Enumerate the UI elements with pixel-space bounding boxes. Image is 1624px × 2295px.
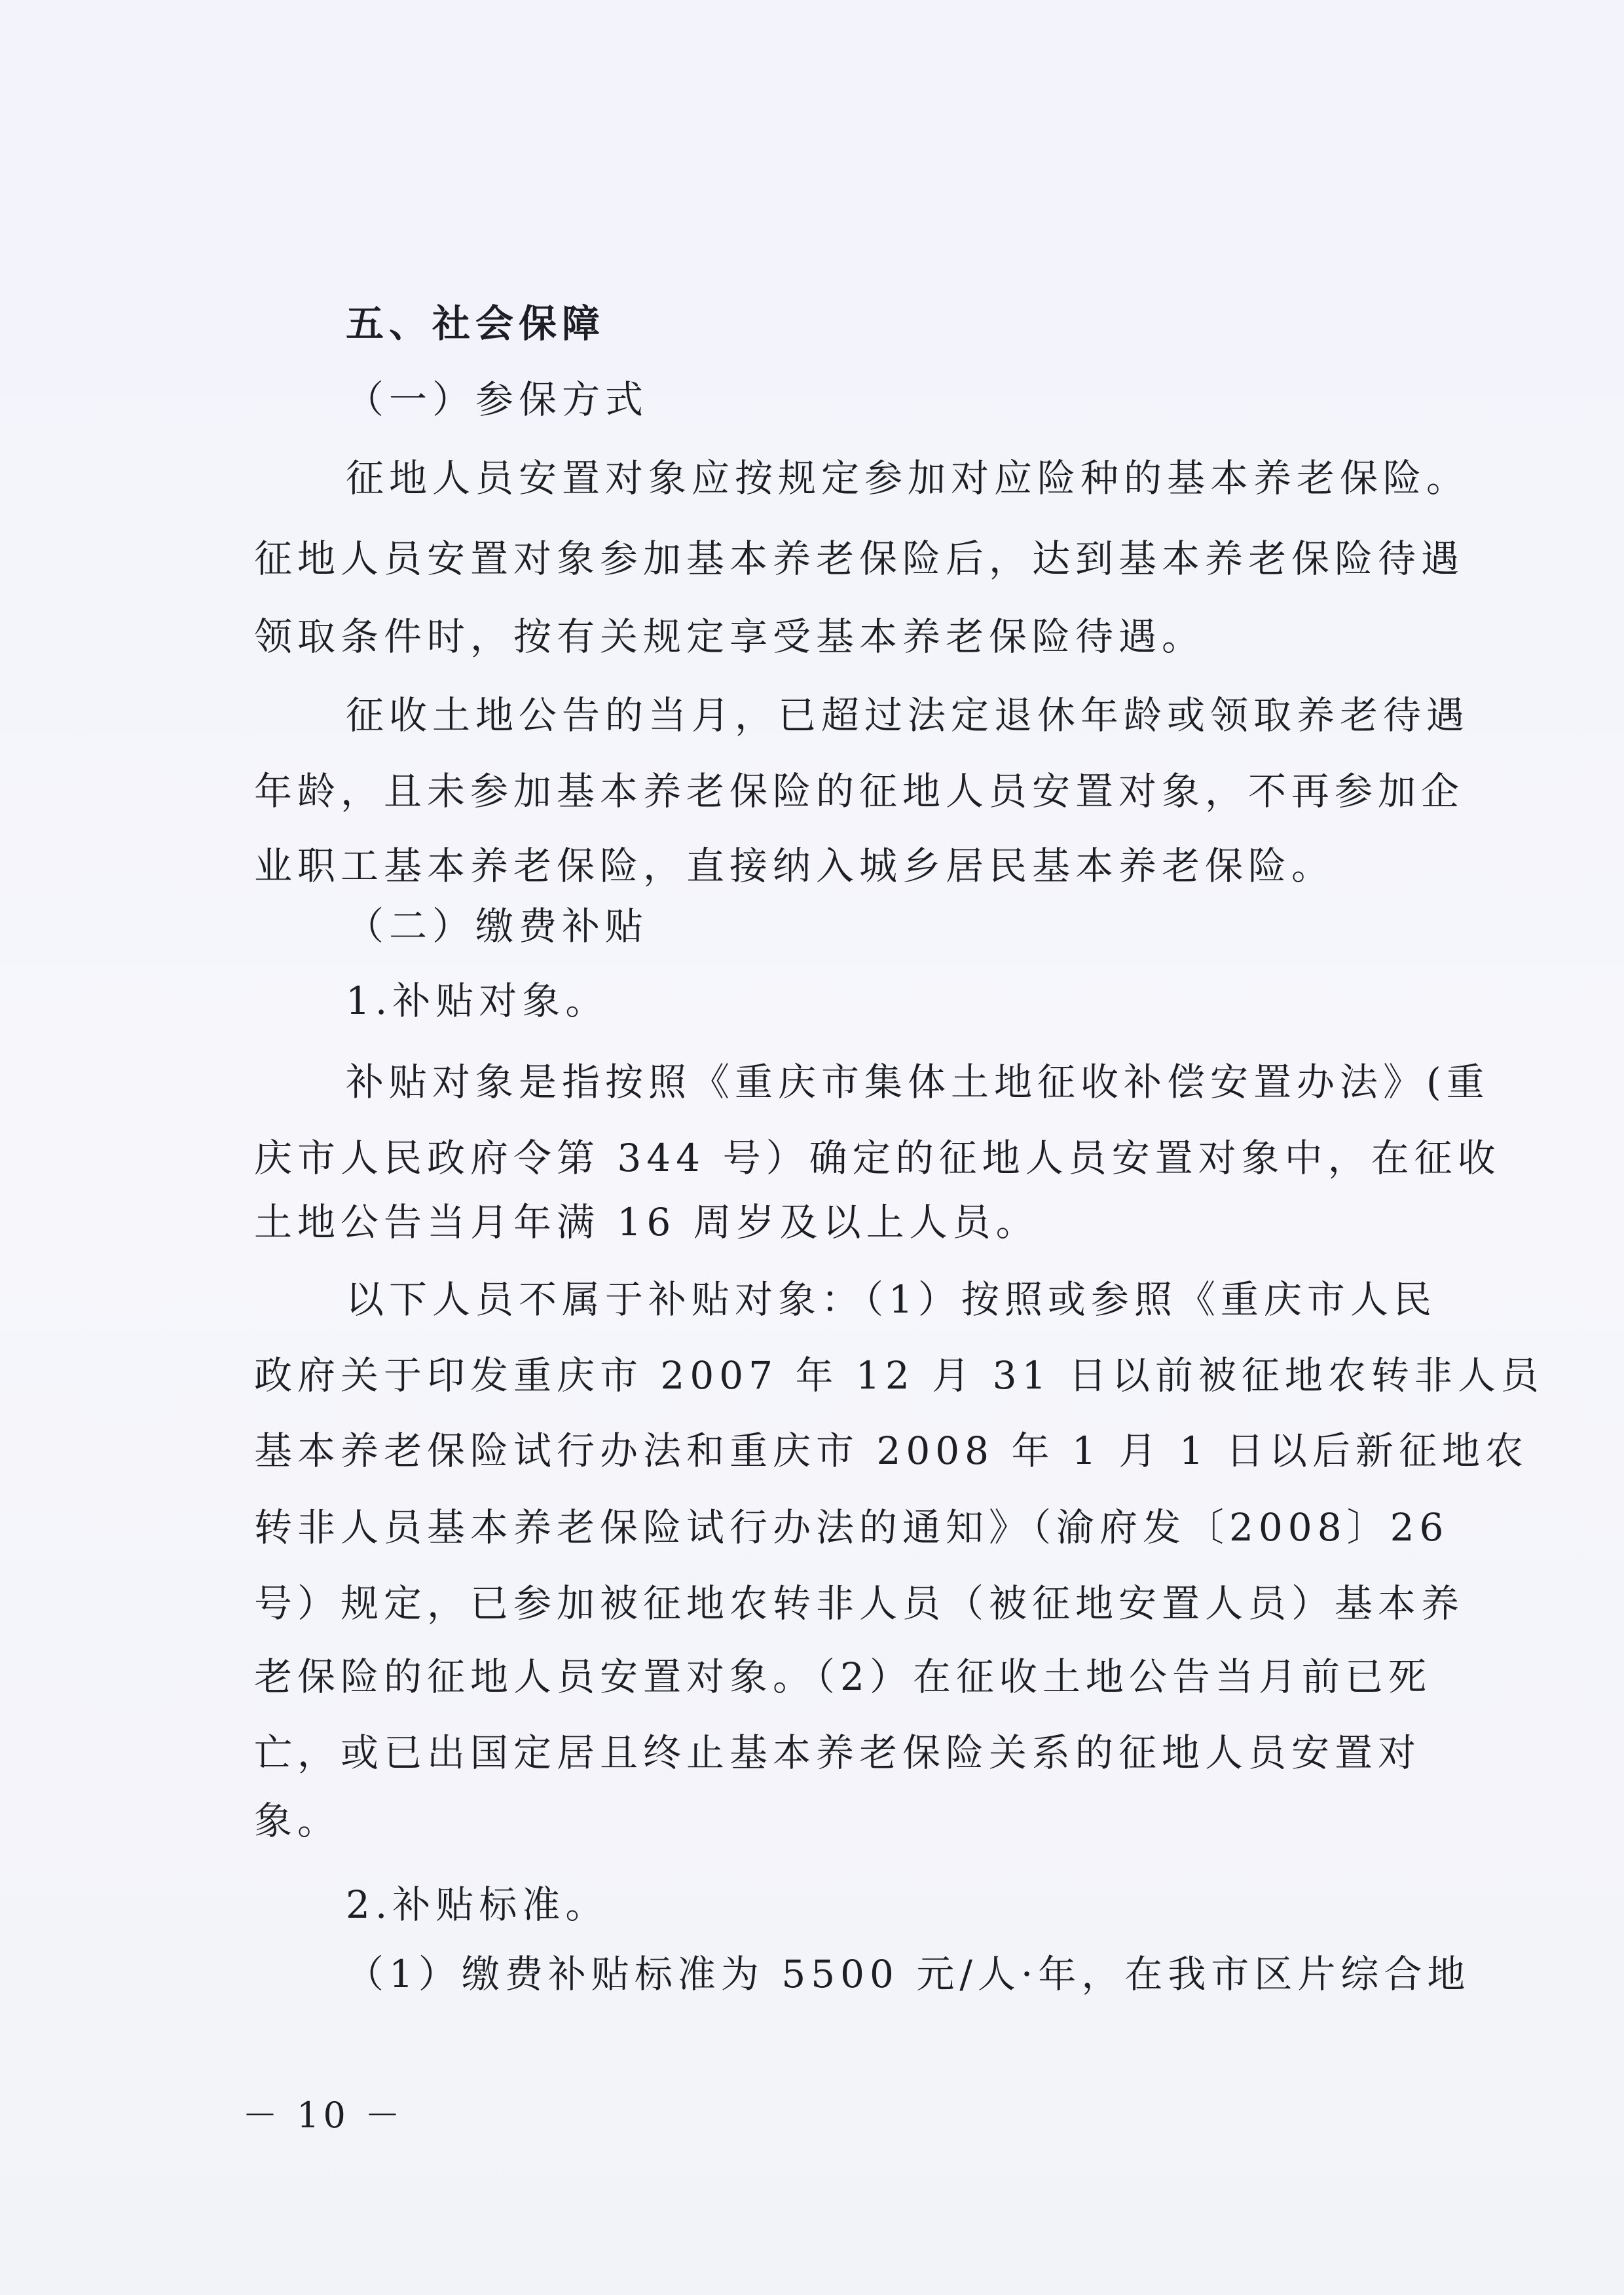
paragraph-line: 庆市人民政府令第 344 号）确定的征地人员安置对象中，在征收: [254, 1136, 1501, 1180]
paragraph-line: 以下人员不属于补贴对象：（1）按照或参照《重庆市人民: [346, 1277, 1437, 1322]
paragraph-line: 征地人员安置对象参加基本养老保险后，达到基本养老保险待遇: [254, 536, 1465, 581]
paragraph-line: 年龄，且未参加基本养老保险的征地人员安置对象，不再参加企: [254, 769, 1465, 813]
item-heading: 2.补贴标准。: [346, 1882, 609, 1927]
paragraph-line: 土地公告当月年满 16 周岁及以上人员。: [254, 1200, 1039, 1244]
paragraph-line: 补贴对象是指按照《重庆市集体土地征收补偿安置办法》(重: [346, 1060, 1490, 1104]
paragraph-line: 领取条件时，按有关规定享受基本养老保险待遇。: [254, 614, 1206, 659]
paragraph-line: 政府关于印发重庆市 2007 年 12 月 31 日以前被征地农转非人员: [254, 1353, 1544, 1398]
paragraph-line: 象。: [254, 1799, 341, 1843]
item-heading: 1.补贴对象。: [346, 979, 609, 1023]
section-heading: 五、社会保障: [346, 301, 606, 346]
paragraph-line: 征地人员安置对象应按规定参加对应险种的基本养老保险。: [346, 456, 1470, 500]
paragraph-line: 号）规定，已参加被征地农转非人员（被征地安置人员）基本养: [254, 1581, 1465, 1626]
subsection-heading: （二）缴费补贴: [346, 904, 649, 948]
paragraph-line: （1）缴费补贴标准为 5500 元/人·年，在我市区片综合地: [346, 1952, 1471, 1996]
subsection-heading: （一）参保方式: [346, 377, 649, 422]
paragraph-line: 转非人员基本养老保险试行办法的通知》（渝府发〔2008〕26: [254, 1505, 1449, 1550]
page-number: － 10 －: [242, 2095, 405, 2136]
paragraph-line: 基本养老保险试行办法和重庆市 2008 年 1 月 1 日以后新征地农: [254, 1428, 1529, 1473]
paragraph-line: 征收土地公告的当月，已超过法定退休年龄或领取养老待遇: [346, 693, 1470, 737]
paragraph-line: 老保险的征地人员安置对象。（2）在征收土地公告当月前已死: [254, 1654, 1431, 1699]
paragraph-line: 业职工基本养老保险，直接纳入城乡居民基本养老保险。: [254, 844, 1335, 888]
paragraph-line: 亡，或已出国定居且终止基本养老保险关系的征地人员安置对: [254, 1730, 1422, 1775]
